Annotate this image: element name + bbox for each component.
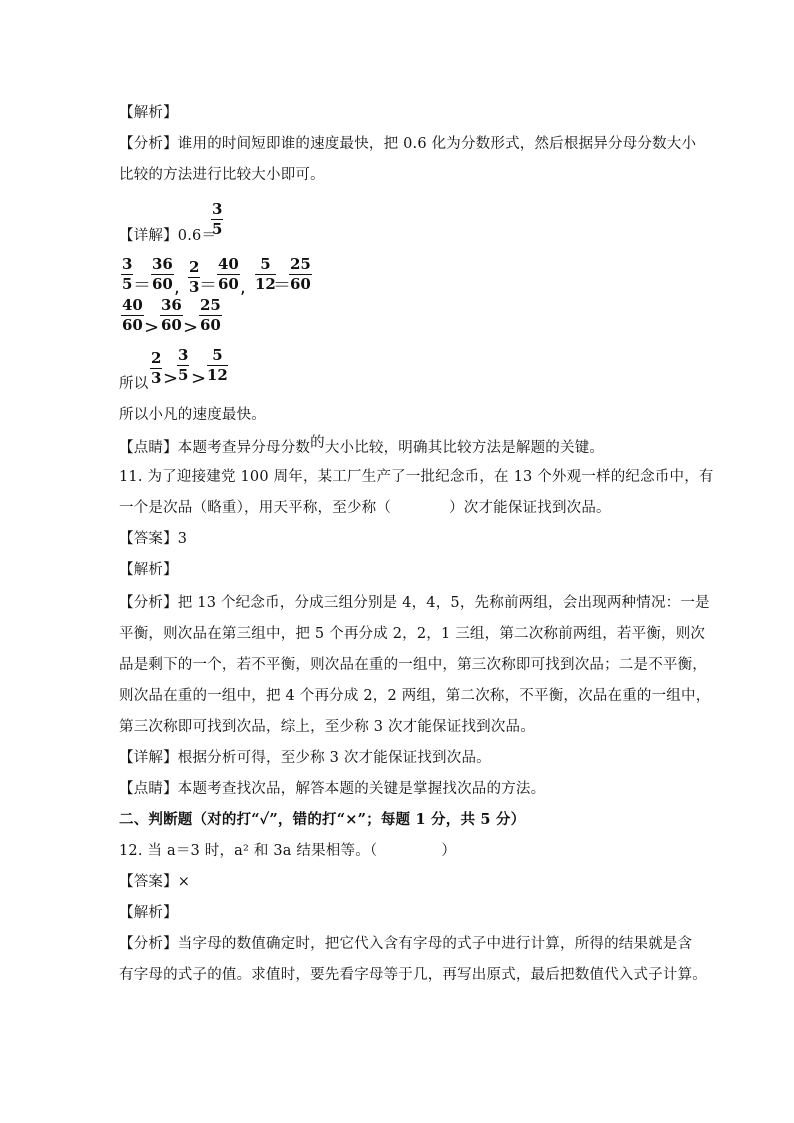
q11-fenxi-line3: 品是剩下的一个，若不平衡，则次品在重的一组中，第三次称即可找到次品；二是不平衡， [119,657,707,673]
suoyi-label: 所以 [119,376,149,392]
fraction-numerator: 40 [122,296,143,314]
greater-than-sign: > [163,368,179,389]
section-heading-true-false: 二、判断题（对的打“✓”，错的打“×”；每题 1 分，共 5 分） [119,811,526,828]
jiexi-label-1: 【解析】 [119,105,178,121]
q12-stem [119,841,456,861]
dianjing-line-1 [119,435,605,458]
q11-fenxi-line2: 平衡，则次品在第三组中，把 5 个再分成 2，2，1 三组，第二次称前两组，若平衡，则次 [119,626,706,642]
equals-sign: ＝ [133,275,151,296]
fraction-numerator: 2 [151,349,162,367]
fraction-denominator: 60 [290,275,311,293]
fraction-3-5-a [211,201,223,238]
fraction-denominator: 5 [178,366,189,384]
fraction-3-5-c [177,347,189,384]
q11-fenxi-line4: 则次品在重的一组中，把 4 个再分成 2，2 两组，第二次称，不平衡，次品在重的一组中， [119,688,711,704]
greater-than-sign: > [144,317,160,338]
q11-stem-part-b: ）次才能保证找到次品。 [449,500,611,516]
equals-sign: ＝ [273,275,291,296]
q11-stem-line1: 11. 为了迎接建党 100 周年，某工厂生产了一批纪念币，在 13 个外观一样的纪念币中，有 [119,469,714,485]
dianjing-superscript-de: 的 [310,435,325,451]
q12-fenxi-line1: 【分析】当字母的数值确定时，把它代入含有字母的式子中进行计算，所得的结果就是含 [119,936,693,952]
q11-fenxi-line1: 【分析】把 13 个纪念币，分成三组分别是 4，4，5，先称前两组，会出现两种情况：一是 [119,595,710,611]
q12-stem-part-a: 12. 当 a＝3 时，a² 和 3a 结果相等。（ [119,843,378,859]
fraction-numerator: 36 [161,296,182,314]
fraction-denominator: 60 [200,316,221,334]
q11-jiexi-label: 【解析】 [119,562,178,578]
fraction-25-60-b [199,297,222,334]
q11-answer: 【答案】3 [119,531,188,547]
q11-stem-part-a: 一个是次品（略重），用天平称，至少称（ [119,500,392,516]
fraction-denominator: 60 [152,275,173,293]
q11-fenxi-line5: 第三次称即可找到次品，综上，至少称 3 次才能保证找到次品。 [119,719,535,735]
fraction-numerator: 36 [152,255,173,273]
fraction-numerator: 3 [122,255,133,273]
fraction-3-5-b [121,256,133,293]
fraction-denominator: 12 [207,366,228,384]
fraction-5-12-b [207,347,228,384]
fraction-denominator: 3 [151,369,162,387]
equals-sign: ＝ [199,275,217,296]
fraction-denominator: 60 [122,316,143,334]
fenxi-paragraph-1-line2: 比较的方法进行比较大小即可。 [119,167,325,183]
fraction-40-60-a [217,256,240,293]
fraction-25-60-a [289,256,312,293]
q12-answer: 【答案】× [119,874,191,890]
fraction-denominator: 3 [189,278,200,296]
fraction-denominator: 5 [212,220,223,238]
dianjing-part-a: 【点睛】本题考查异分母分数 [119,440,311,456]
fraction-40-60-b [121,297,144,334]
fraction-numerator: 25 [290,255,311,273]
q12-jiexi-label: 【解析】 [119,905,178,921]
dianjing-part-b: 大小比较，明确其比较方法是解题的关键。 [324,440,605,456]
q11-dianjing: 【点睛】本题考查找次品，解答本题的关键是掌握找次品的方法。 [119,781,546,797]
fraction-numerator: 3 [178,346,189,364]
fraction-numerator: 25 [200,296,221,314]
fraction-denominator: 60 [218,275,239,293]
fraction-denominator: 12 [255,275,276,293]
fraction-denominator: 5 [122,275,133,293]
q11-stem-line2 [119,498,611,518]
fraction-36-60-b [160,297,183,334]
fraction-denominator: 60 [161,316,182,334]
fraction-2-3-b [150,350,162,387]
fraction-numerator: 40 [218,255,239,273]
fraction-numerator: 5 [260,255,271,273]
fenxi-paragraph-1-line1: 【分析】谁用的时间短即谁的速度最快，把 0.6 化为分数形式，然后根据异分母分数大小 [119,136,697,152]
xiangjie-label-1: 【详解】0.6＝ [119,228,217,244]
fraction-numerator: 2 [189,258,200,276]
comma: , [240,277,246,298]
q11-xiangjie: 【详解】根据分析可得，至少称 3 次才能保证找到次品。 [119,750,491,766]
fraction-36-60 [151,256,174,293]
fraction-numerator: 5 [212,346,223,364]
conclusion-line: 所以小凡的速度最快。 [119,407,266,423]
greater-than-sign: > [191,368,207,389]
q12-fenxi-line2: 有字母的式子的值。求值时，要先看字母等于几，再写出原式，最后把数值代入式子计算。 [119,967,707,983]
comma: , [174,277,180,298]
q12-stem-part-b: ） [441,843,457,859]
fraction-numerator: 3 [212,200,223,218]
greater-than-sign: > [183,317,199,338]
